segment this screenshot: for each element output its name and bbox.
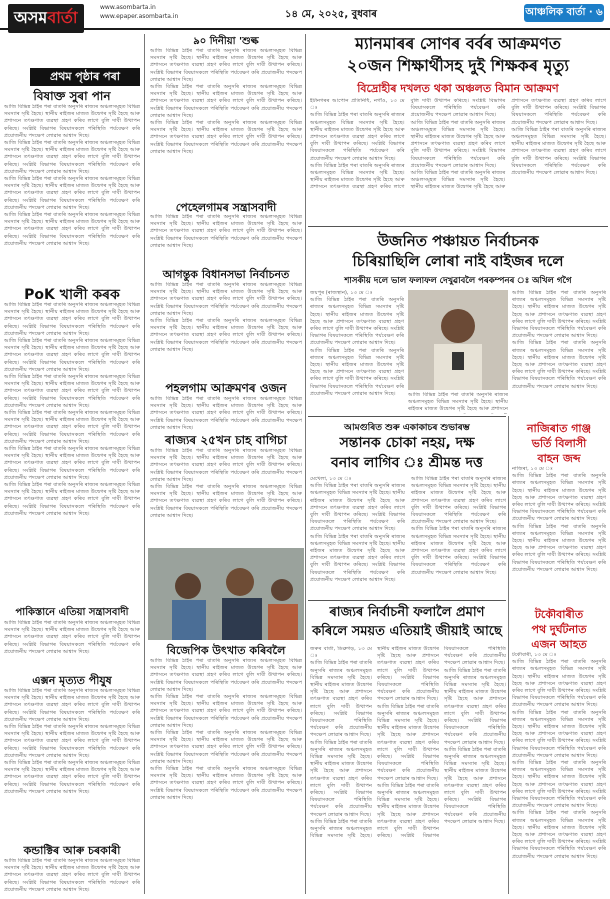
right-headline-1a: নাজিৰাত গাঞ্জ: [526, 422, 591, 435]
story2-subhead: শাসকীয় দলে ভাল ফলাফল দেখুৱাবলৈ পৰকম্পনৰ ঃ অখিল গগৈ: [344, 276, 572, 286]
story-divider: [308, 226, 608, 227]
story4-headline-1: ৰাজ্যৰ নিৰ্বাচনী ফলালৈ প্ৰমাণ: [329, 605, 485, 620]
left-headline-3: পাকিস্তানে এতিয়া সন্ত্ৰাসবাদী: [15, 607, 129, 618]
mid-body-3: আজি বিভিন্ন ঠাইৰ পৰা বাতৰি অনুসৰি ৰাজ্যৰ অঞ্চলসমূহত বিভিন্ন সমস্যাৰ সৃষ্টি হৈছে। স্থানীয় ৰাইজৰ মাজত উদ্বেগৰ সৃষ্টি হৈছে আৰু প্ৰশাসনে তৎক্ষণাত ব্যৱস্থা গ্ৰহণ কৰিব লাগে বুলি দাবী উত্থাপন কৰিছে। সংশ্লিষ্ট বিভাগৰ বিষয়াসকলে পৰিস্থিতি পৰ্যবেক্ষণ কৰি প্ৰয়োজনীয় পদক্ষেপ লোৱাৰ আশ্বাস দিছে। আজি বিভিন্ন ঠাইৰ পৰা বাতৰি অনুসৰি ৰাজ্যৰ অঞ্চলসমূহত বিভিন্ন সমস্যাৰ সৃষ্টি হৈছে। স্থানীয় ৰাইজৰ মাজত উদ্বেগৰ সৃষ্টি হৈছে আৰু প্ৰশাসনে তৎক্ষণাত ব্যৱস্থা গ্ৰহণ কৰিব লাগে বুলি দাবী উত্থাপন কৰিছে। সংশ্লিষ্ট বিভাগৰ বিষয়াসকলে পৰিস্থিতি পৰ্যবেক্ষণ কৰি প্ৰয়োজনীয় পদক্ষেপ লোৱাৰ আশ্বাস দিছে।: [150, 282, 302, 353]
left-body-5: আজি বিভিন্ন ঠাইৰ পৰা বাতৰি অনুসৰি ৰাজ্যৰ অঞ্চলসমূহত বিভিন্ন সমস্যাৰ সৃষ্টি হৈছে। স্থানীয় ৰাইজৰ মাজত উদ্বেগৰ সৃষ্টি হৈছে আৰু প্ৰশাসনে তৎক্ষণাত ব্যৱস্থা গ্ৰহণ কৰিব লাগে বুলি দাবী উত্থাপন কৰিছে। সংশ্লিষ্ট বিভাগৰ বিষয়াসকলে পৰিস্থিতি পৰ্যবেক্ষণ কৰি প্ৰয়োজনীয় পদক্ষেপ লোৱাৰ আশ্বাস দিছে।: [4, 858, 140, 893]
column-divider: [508, 416, 509, 894]
news-photo-1: [148, 548, 304, 640]
left-headline-2: PoK খালী কৰক: [24, 287, 120, 303]
logo-part-a: অসম: [14, 8, 48, 27]
story3-body: মেখেলা, ১৩ মে ঃ আজি বিভিন্ন ঠাইৰ পৰা বাতৰি অনুসৰি ৰাজ্যৰ অঞ্চলসমূহত বিভিন্ন সমস্যাৰ সৃষ্টি হৈছে। স্থানীয় ৰাইজৰ মাজত উদ্বেগৰ সৃষ্টি হৈছে আৰু প্ৰশাসনে তৎক্ষণাত ব্যৱস্থা গ্ৰহণ কৰিব লাগে বুলি দাবী উত্থাপন কৰিছে। সংশ্লিষ্ট বিভাগৰ বিষয়াসকলে পৰিস্থিতি পৰ্যবেক্ষণ কৰি প্ৰয়োজনীয় পদক্ষেপ লোৱাৰ আশ্বাস দিছে। আজি বিভিন্ন ঠাইৰ পৰা বাতৰি অনুসৰি ৰাজ্যৰ অঞ্চলসমূহত বিভিন্ন সমস্যাৰ সৃষ্টি হৈছে। স্থানীয় ৰাইজৰ মাজত উদ্বেগৰ সৃষ্টি হৈছে আৰু প্ৰশাসনে তৎক্ষণাত ব্যৱস্থা গ্ৰহণ কৰিব লাগে বুলি দাবী উত্থাপন কৰিছে। সংশ্লিষ্ট বিভাগৰ বিষয়াসকলে পৰিস্থিতি পৰ্যবেক্ষণ কৰি প্ৰয়োজনীয় পদক্ষেপ লোৱাৰ আশ্বাস দিছে। আজি বিভিন্ন ঠাইৰ পৰা বাতৰি অনুসৰি ৰাজ্যৰ অঞ্চলসমূহত বিভিন্ন সমস্যাৰ সৃষ্টি হৈছে। স্থানীয় ৰাইজৰ মাজত উদ্বেগৰ সৃষ্টি হৈছে আৰু প্ৰশাসনে তৎক্ষণাত ব্যৱস্থা গ্ৰহণ কৰিব লাগে বুলি দাবী উত্থাপন কৰিছে। সংশ্লিষ্ট বিভাগৰ বিষয়াসকলে পৰিস্থিতি পৰ্যবেক্ষণ কৰি প্ৰয়োজনীয় পদক্ষেপ লোৱাৰ আশ্বাস দিছে। আজি বিভিন্ন ঠাইৰ পৰা বাতৰি অনুসৰি ৰাজ্যৰ অঞ্চলসমূহত বিভিন্ন সমস্যাৰ সৃষ্টি হৈছে। স্থানীয় ৰাইজৰ মাজত উদ্বেগৰ সৃষ্টি হৈছে আৰু প্ৰশাসনে তৎক্ষণাত ব্যৱস্থা গ্ৰহণ কৰিব লাগে বুলি দাবী উত্থাপন কৰিছে। সংশ্লিষ্ট বিভাগৰ বিষয়াসকলে পৰিস্থিতি পৰ্যবেক্ষণ কৰি প্ৰয়োজনীয় পদক্ষেপ লোৱাৰ আশ্বাস দিছে।: [310, 476, 506, 583]
top-story-subhead: বিদ্ৰোহীৰ দখলত থকা অঞ্চলত বিমান আক্ৰমণ: [357, 82, 559, 95]
top-story-body: ইটানগৰৰ আপোন প্ৰতিনিধি, নগাঁও, ১৩ মে ঃ আজি বিভিন্ন ঠাইৰ পৰা বাতৰি অনুসৰি ৰাজ্যৰ অঞ্চলসমূহত বিভিন্ন সমস্যাৰ সৃষ্টি হৈছে। স্থানীয় ৰাইজৰ মাজত উদ্বেগৰ সৃষ্টি হৈছে আৰু প্ৰশাসনে তৎক্ষণাত ব্যৱস্থা গ্ৰহণ কৰিব লাগে বুলি দাবী উত্থাপন কৰিছে। সংশ্লিষ্ট বিভাগৰ বিষয়াসকলে পৰিস্থিতি পৰ্যবেক্ষণ কৰি প্ৰয়োজনীয় পদক্ষেপ লোৱাৰ আশ্বাস দিছে। আজি বিভিন্ন ঠাইৰ পৰা বাতৰি অনুসৰি ৰাজ্যৰ অঞ্চলসমূহত বিভিন্ন সমস্যাৰ সৃষ্টি হৈছে। স্থানীয় ৰাইজৰ মাজত উদ্বেগৰ সৃষ্টি হৈছে আৰু প্ৰশাসনে তৎক্ষণাত ব্যৱস্থা গ্ৰহণ কৰিব লাগে বুলি দাবী উত্থাপন কৰিছে। সংশ্লিষ্ট বিভাগৰ বিষয়াসকলে পৰিস্থিতি পৰ্যবেক্ষণ কৰি প্ৰয়োজনীয় পদক্ষেপ লোৱাৰ আশ্বাস দিছে। আজি বিভিন্ন ঠাইৰ পৰা বাতৰি অনুসৰি ৰাজ্যৰ অঞ্চলসমূহত বিভিন্ন সমস্যাৰ সৃষ্টি হৈছে। স্থানীয় ৰাইজৰ মাজত উদ্বেগৰ সৃষ্টি হৈছে আৰু প্ৰশাসনে তৎক্ষণাত ব্যৱস্থা গ্ৰহণ কৰিব লাগে বুলি দাবী উত্থাপন কৰিছে। সংশ্লিষ্ট বিভাগৰ বিষয়াসকলে পৰিস্থিতি পৰ্যবেক্ষণ কৰি প্ৰয়োজনীয় পদক্ষেপ লোৱাৰ আশ্বাস দিছে। আজি বিভিন্ন ঠাইৰ পৰা বাতৰি অনুসৰি ৰাজ্যৰ অঞ্চলসমূহত বিভিন্ন সমস্যাৰ সৃষ্টি হৈছে। স্থানীয় ৰাইজৰ মাজত উদ্বেগৰ সৃষ্টি হৈছে আৰু প্ৰশাসনে তৎক্ষণাত ব্যৱস্থা গ্ৰহণ কৰিব লাগে বুলি দাবী উত্থাপন কৰিছে। সংশ্লিষ্ট বিভাগৰ বিষয়াসকলে পৰিস্থিতি পৰ্যবেক্ষণ কৰি প্ৰয়োজনীয় পদক্ষেপ লোৱাৰ আশ্বাস দিছে। আজি বিভিন্ন ঠাইৰ পৰা বাতৰি অনুসৰি ৰাজ্যৰ অঞ্চলসমূহত বিভিন্ন সমস্যাৰ সৃষ্টি হৈছে। স্থানীয় ৰাইজৰ মাজত উদ্বেগৰ সৃষ্টি হৈছে আৰু প্ৰশাসনে তৎক্ষণাত ব্যৱস্থা গ্ৰহণ কৰিব লাগে বুলি দাবী উত্থাপন কৰিছে। সংশ্লিষ্ট বিভাগৰ বিষয়াসকলে পৰিস্থিতি পৰ্যবেক্ষণ কৰি প্ৰয়োজনীয় পদক্ষেপ লোৱাৰ আশ্বাস দিছে।: [310, 98, 606, 191]
masthead: [0, 0, 610, 30]
right-headline-1b: ভৰ্তি বিলাসী: [531, 437, 587, 450]
column-divider: [305, 34, 306, 894]
column-divider: [144, 34, 145, 894]
story2-headline-1: উজনিত পঞ্চায়ত নিৰ্বাচনক: [377, 232, 539, 250]
story4-body: জৰুৰ বাৰ্তা, ডিব্ৰুগড়, ১৩ মে ঃ আজি বিভিন্ন ঠাইৰ পৰা বাতৰি অনুসৰি ৰাজ্যৰ অঞ্চলসমূহত বিভিন্ন সমস্যাৰ সৃষ্টি হৈছে। স্থানীয় ৰাইজৰ মাজত উদ্বেগৰ সৃষ্টি হৈছে আৰু প্ৰশাসনে তৎক্ষণাত ব্যৱস্থা গ্ৰহণ কৰিব লাগে বুলি দাবী উত্থাপন কৰিছে। সংশ্লিষ্ট বিভাগৰ বিষয়াসকলে পৰিস্থিতি পৰ্যবেক্ষণ কৰি প্ৰয়োজনীয় পদক্ষেপ লোৱাৰ আশ্বাস দিছে। আজি বিভিন্ন ঠাইৰ পৰা বাতৰি অনুসৰি ৰাজ্যৰ অঞ্চলসমূহত বিভিন্ন সমস্যাৰ সৃষ্টি হৈছে। স্থানীয় ৰাইজৰ মাজত উদ্বেগৰ সৃষ্টি হৈছে আৰু প্ৰশাসনে তৎক্ষণাত ব্যৱস্থা গ্ৰহণ কৰিব লাগে বুলি দাবী উত্থাপন কৰিছে। সংশ্লিষ্ট বিভাগৰ বিষয়াসকলে পৰিস্থিতি পৰ্যবেক্ষণ কৰি প্ৰয়োজনীয় পদক্ষেপ লোৱাৰ আশ্বাস দিছে। আজি বিভিন্ন ঠাইৰ পৰা বাতৰি অনুসৰি ৰাজ্যৰ অঞ্চলসমূহত বিভিন্ন সমস্যাৰ সৃষ্টি হৈছে। স্থানীয় ৰাইজৰ মাজত উদ্বেগৰ সৃষ্টি হৈছে আৰু প্ৰশাসনে তৎক্ষণাত ব্যৱস্থা গ্ৰহণ কৰিব লাগে বুলি দাবী উত্থাপন কৰিছে। সংশ্লিষ্ট বিভাগৰ বিষয়াসকলে পৰিস্থিতি পৰ্যবেক্ষণ কৰি প্ৰয়োজনীয় পদক্ষেপ লোৱাৰ আশ্বাস দিছে। আজি বিভিন্ন ঠাইৰ পৰা বাতৰি অনুসৰি ৰাজ্যৰ অঞ্চলসমূহত বিভিন্ন সমস্যাৰ সৃষ্টি হৈছে। স্থানীয় ৰাইজৰ মাজত উদ্বেগৰ সৃষ্টি হৈছে আৰু প্ৰশাসনে তৎক্ষণাত ব্যৱস্থা গ্ৰহণ কৰিব লাগে বুলি দাবী উত্থাপন কৰিছে। সংশ্লিষ্ট বিভাগৰ বিষয়াসকলে পৰিস্থিতি পৰ্যবেক্ষণ কৰি প্ৰয়োজনীয় পদক্ষেপ লোৱাৰ আশ্বাস দিছে। আজি বিভিন্ন ঠাইৰ পৰা বাতৰি অনুসৰি ৰাজ্যৰ অঞ্চলসমূহত বিভিন্ন সমস্যাৰ সৃষ্টি হৈছে। স্থানীয় ৰাইজৰ মাজত উদ্বেগৰ সৃষ্টি হৈছে আৰু প্ৰশাসনে তৎক্ষণাত ব্যৱস্থা গ্ৰহণ কৰিব লাগে বুলি দাবী উত্থাপন কৰিছে। সংশ্লিষ্ট বিভাগৰ বিষয়াসকলে পৰিস্থিতি পৰ্যবেক্ষণ কৰি প্ৰয়োজনীয় পদক্ষেপ লোৱাৰ আশ্বাস দিছে। আজি বিভিন্ন ঠাইৰ পৰা বাতৰি অনুসৰি ৰাজ্যৰ অঞ্চলসমূহত বিভিন্ন সমস্যাৰ সৃষ্টি হৈছে। স্থানীয় ৰাইজৰ মাজত উদ্বেগৰ সৃষ্টি হৈছে আৰু প্ৰশাসনে তৎক্ষণাত ব্যৱস্থা গ্ৰহণ কৰিব লাগে বুলি দাবী উত্থাপন কৰিছে। সংশ্লিষ্ট বিভাগৰ বিষয়াসকলে পৰিস্থিতি পৰ্যবেক্ষণ কৰি প্ৰয়োজনীয় পদক্ষেপ লোৱাৰ আশ্বাস দিছে। আজি বিভিন্ন ঠাইৰ পৰা বাতৰি অনুসৰি ৰাজ্যৰ অঞ্চলসমূহত বিভিন্ন সমস্যাৰ সৃষ্টি হৈছে। স্থানীয় ৰাইজৰ মাজত উদ্বেগৰ সৃষ্টি হৈছে আৰু প্ৰশাসনে তৎক্ষণাত ব্যৱস্থা গ্ৰহণ কৰিব লাগে বুলি দাবী উত্থাপন কৰিছে। সংশ্লিষ্ট বিভাগৰ বিষয়াসকলে পৰিস্থিতি পৰ্যবেক্ষণ কৰি প্ৰয়োজনীয় পদক্ষেপ লোৱাৰ আশ্বাস দিছে।: [310, 646, 506, 840]
story3-headline-2: বনাব লাগিব ঃ শ্ৰীমন্ত দত্ত: [331, 455, 483, 471]
left-headline-1: বিষাক্ত সুৰা পান: [33, 89, 111, 103]
logo-part-b: বার্তা: [47, 8, 78, 27]
mid-body-5: আজি বিভিন্ন ঠাইৰ পৰা বাতৰি অনুসৰি ৰাজ্যৰ অঞ্চলসমূহত বিভিন্ন সমস্যাৰ সৃষ্টি হৈছে। স্থানীয় ৰাইজৰ মাজত উদ্বেগৰ সৃষ্টি হৈছে আৰু প্ৰশাসনে তৎক্ষণাত ব্যৱস্থা গ্ৰহণ কৰিব লাগে বুলি দাবী উত্থাপন কৰিছে। সংশ্লিষ্ট বিভাগৰ বিষয়াসকলে পৰিস্থিতি পৰ্যবেক্ষণ কৰি প্ৰয়োজনীয় পদক্ষেপ লোৱাৰ আশ্বাস দিছে। আজি বিভিন্ন ঠাইৰ পৰা বাতৰি অনুসৰি ৰাজ্যৰ অঞ্চলসমূহত বিভিন্ন সমস্যাৰ সৃষ্টি হৈছে। স্থানীয় ৰাইজৰ মাজত উদ্বেগৰ সৃষ্টি হৈছে আৰু প্ৰশাসনে তৎক্ষণাত ব্যৱস্থা গ্ৰহণ কৰিব লাগে বুলি দাবী উত্থাপন কৰিছে। সংশ্লিষ্ট বিভাগৰ বিষয়াসকলে পৰিস্থিতি পৰ্যবেক্ষণ কৰি প্ৰয়োজনীয় পদক্ষেপ লোৱাৰ আশ্বাস দিছে।: [150, 448, 302, 519]
photo-caption: আজি বিভিন্ন ঠাইৰ পৰা বাতৰি অনুসৰি ৰাজ্যৰ অঞ্চলসমূহত বিভিন্ন সমস্যাৰ সৃষ্টি হৈছে। স্থানীয় ৰাইজৰ মাজত উদ্বেগৰ সৃষ্টি হৈছে আৰু প্ৰশাসনে: [408, 392, 508, 413]
top-story-headline-1: ম্যানমাৰৰ সোণৰ বৰ্বৰ আক্ৰমণত: [355, 34, 561, 53]
right-headline-2c: এজন আহত: [531, 638, 587, 651]
mid-headline-6: বিজেপিক উৎখাত কৰিবলৈ: [166, 644, 286, 657]
story-divider: [308, 416, 506, 417]
left-body-4: আজি বিভিন্ন ঠাইৰ পৰা বাতৰি অনুসৰি ৰাজ্যৰ অঞ্চলসমূহত বিভিন্ন সমস্যাৰ সৃষ্টি হৈছে। স্থানীয় ৰাইজৰ মাজত উদ্বেগৰ সৃষ্টি হৈছে আৰু প্ৰশাসনে তৎক্ষণাত ব্যৱস্থা গ্ৰহণ কৰিব লাগে বুলি দাবী উত্থাপন কৰিছে। সংশ্লিষ্ট বিভাগৰ বিষয়াসকলে পৰিস্থিতি পৰ্যবেক্ষণ কৰি প্ৰয়োজনীয় পদক্ষেপ লোৱাৰ আশ্বাস দিছে। আজি বিভিন্ন ঠাইৰ পৰা বাতৰি অনুসৰি ৰাজ্যৰ অঞ্চলসমূহত বিভিন্ন সমস্যাৰ সৃষ্টি হৈছে। স্থানীয় ৰাইজৰ মাজত উদ্বেগৰ সৃষ্টি হৈছে আৰু প্ৰশাসনে তৎক্ষণাত ব্যৱস্থা গ্ৰহণ কৰিব লাগে বুলি দাবী উত্থাপন কৰিছে। সংশ্লিষ্ট বিভাগৰ বিষয়াসকলে পৰিস্থিতি পৰ্যবেক্ষণ কৰি প্ৰয়োজনীয় পদক্ষেপ লোৱাৰ আশ্বাস দিছে। আজি বিভিন্ন ঠাইৰ পৰা বাতৰি অনুসৰি ৰাজ্যৰ অঞ্চলসমূহত বিভিন্ন সমস্যাৰ সৃষ্টি হৈছে। স্থানীয় ৰাইজৰ মাজত উদ্বেগৰ সৃষ্টি হৈছে আৰু প্ৰশাসনে তৎক্ষণাত ব্যৱস্থা গ্ৰহণ কৰিব লাগে বুলি দাবী উত্থাপন কৰিছে। সংশ্লিষ্ট বিভাগৰ বিষয়াসকলে পৰিস্থিতি পৰ্যবেক্ষণ কৰি প্ৰয়োজনীয় পদক্ষেপ লোৱাৰ আশ্বাস দিছে।: [4, 688, 140, 795]
mid-headline-2: পেহেলগামৰ সন্ত্ৰাসবাদী: [175, 201, 277, 214]
right-headline-2b: পথ দুৰ্ঘটনাত: [531, 623, 587, 636]
left-tag: প্ৰথম পৃষ্ঠাৰ পৰা: [30, 68, 140, 86]
story3-kicker: আমগুৰিত শুৰু একাকাচৰ শুভাৰম্ভ: [344, 423, 470, 433]
mid-body-4: আজি বিভিন্ন ঠাইৰ পৰা বাতৰি অনুসৰি ৰাজ্যৰ অঞ্চলসমূহত বিভিন্ন সমস্যাৰ সৃষ্টি হৈছে। স্থানীয় ৰাইজৰ মাজত উদ্বেগৰ সৃষ্টি হৈছে আৰু প্ৰশাসনে তৎক্ষণাত ব্যৱস্থা গ্ৰহণ কৰিব লাগে বুলি দাবী উত্থাপন কৰিছে। সংশ্লিষ্ট বিভাগৰ বিষয়াসকলে পৰিস্থিতি পৰ্যবেক্ষণ কৰি প্ৰয়োজনীয় পদক্ষেপ লোৱাৰ আশ্বাস দিছে।: [150, 396, 302, 431]
mid-body-1: আজি বিভিন্ন ঠাইৰ পৰা বাতৰি অনুসৰি ৰাজ্যৰ অঞ্চলসমূহত বিভিন্ন সমস্যাৰ সৃষ্টি হৈছে। স্থানীয় ৰাইজৰ মাজত উদ্বেগৰ সৃষ্টি হৈছে আৰু প্ৰশাসনে তৎক্ষণাত ব্যৱস্থা গ্ৰহণ কৰিব লাগে বুলি দাবী উত্থাপন কৰিছে। সংশ্লিষ্ট বিভাগৰ বিষয়াসকলে পৰিস্থিতি পৰ্যবেক্ষণ কৰি প্ৰয়োজনীয় পদক্ষেপ লোৱাৰ আশ্বাস দিছে। আজি বিভিন্ন ঠাইৰ পৰা বাতৰি অনুসৰি ৰাজ্যৰ অঞ্চলসমূহত বিভিন্ন সমস্যাৰ সৃষ্টি হৈছে। স্থানীয় ৰাইজৰ মাজত উদ্বেগৰ সৃষ্টি হৈছে আৰু প্ৰশাসনে তৎক্ষণাত ব্যৱস্থা গ্ৰহণ কৰিব লাগে বুলি দাবী উত্থাপন কৰিছে। সংশ্লিষ্ট বিভাগৰ বিষয়াসকলে পৰিস্থিতি পৰ্যবেক্ষণ কৰি প্ৰয়োজনীয় পদক্ষেপ লোৱাৰ আশ্বাস দিছে। আজি বিভিন্ন ঠাইৰ পৰা বাতৰি অনুসৰি ৰাজ্যৰ অঞ্চলসমূহত বিভিন্ন সমস্যাৰ সৃষ্টি হৈছে। স্থানীয় ৰাইজৰ মাজত উদ্বেগৰ সৃষ্টি হৈছে আৰু প্ৰশাসনে তৎক্ষণাত ব্যৱস্থা গ্ৰহণ কৰিব লাগে বুলি দাবী উত্থাপন কৰিছে। সংশ্লিষ্ট বিভাগৰ বিষয়াসকলে পৰিস্থিতি পৰ্যবেক্ষণ কৰি প্ৰয়োজনীয় পদক্ষেপ লোৱাৰ আশ্বাস দিছে।: [150, 48, 302, 155]
story3-headline-1: সন্তানক চোকা নহয়, দক্ষ: [339, 435, 475, 451]
story2-headline-2: চিৰিয়াছিলি লোৰা নাই বাইজৰ দলে: [352, 252, 564, 270]
story2-body-2: আজি বিভিন্ন ঠাইৰ পৰা বাতৰি অনুসৰি ৰাজ্যৰ অঞ্চলসমূহত বিভিন্ন সমস্যাৰ সৃষ্টি হৈছে। স্থানীয় ৰাইজৰ মাজত উদ্বেগৰ সৃষ্টি হৈছে আৰু প্ৰশাসনে তৎক্ষণাত ব্যৱস্থা গ্ৰহণ কৰিব লাগে বুলি দাবী উত্থাপন কৰিছে। সংশ্লিষ্ট বিভাগৰ বিষয়াসকলে পৰিস্থিতি পৰ্যবেক্ষণ কৰি প্ৰয়োজনীয় পদক্ষেপ লোৱাৰ আশ্বাস দিছে। আজি বিভিন্ন ঠাইৰ পৰা বাতৰি অনুসৰি ৰাজ্যৰ অঞ্চলসমূহত বিভিন্ন সমস্যাৰ সৃষ্টি হৈছে। স্থানীয় ৰাইজৰ মাজত উদ্বেগৰ সৃষ্টি হৈছে আৰু প্ৰশাসনে তৎক্ষণাত ব্যৱস্থা গ্ৰহণ কৰিব লাগে বুলি দাবী উত্থাপন কৰিছে। সংশ্লিষ্ট বিভাগৰ বিষয়াসকলে পৰিস্থিতি পৰ্যবেক্ষণ কৰি প্ৰয়োজনীয় পদক্ষেপ লোৱাৰ আশ্বাস দিছে।: [512, 290, 606, 390]
mid-headline-3: আগন্তুক বিধানসভা নিৰ্বাচনত: [162, 268, 290, 281]
right-body-2: টকৌবাৰী, ১৩ মে ঃ আজি বিভিন্ন ঠাইৰ পৰা বাতৰি অনুসৰি ৰাজ্যৰ অঞ্চলসমূহত বিভিন্ন সমস্যাৰ সৃষ্টি হৈছে। স্থানীয় ৰাইজৰ মাজত উদ্বেগৰ সৃষ্টি হৈছে আৰু প্ৰশাসনে তৎক্ষণাত ব্যৱস্থা গ্ৰহণ কৰিব লাগে বুলি দাবী উত্থাপন কৰিছে। সংশ্লিষ্ট বিভাগৰ বিষয়াসকলে পৰিস্থিতি পৰ্যবেক্ষণ কৰি প্ৰয়োজনীয় পদক্ষেপ লোৱাৰ আশ্বাস দিছে। আজি বিভিন্ন ঠাইৰ পৰা বাতৰি অনুসৰি ৰাজ্যৰ অঞ্চলসমূহত বিভিন্ন সমস্যাৰ সৃষ্টি হৈছে। স্থানীয় ৰাইজৰ মাজত উদ্বেগৰ সৃষ্টি হৈছে আৰু প্ৰশাসনে তৎক্ষণাত ব্যৱস্থা গ্ৰহণ কৰিব লাগে বুলি দাবী উত্থাপন কৰিছে। সংশ্লিষ্ট বিভাগৰ বিষয়াসকলে পৰিস্থিতি পৰ্যবেক্ষণ কৰি প্ৰয়োজনীয় পদক্ষেপ লোৱাৰ আশ্বাস দিছে। আজি বিভিন্ন ঠাইৰ পৰা বাতৰি অনুসৰি ৰাজ্যৰ অঞ্চলসমূহত বিভিন্ন সমস্যাৰ সৃষ্টি হৈছে। স্থানীয় ৰাইজৰ মাজত উদ্বেগৰ সৃষ্টি হৈছে আৰু প্ৰশাসনে তৎক্ষণাত ব্যৱস্থা গ্ৰহণ কৰিব লাগে বুলি দাবী উত্থাপন কৰিছে। সংশ্লিষ্ট বিভাগৰ বিষয়াসকলে পৰিস্থিতি পৰ্যবেক্ষণ কৰি প্ৰয়োজনীয় পদক্ষেপ লোৱাৰ আশ্বাস দিছে। আজি বিভিন্ন ঠাইৰ পৰা বাতৰি অনুসৰি ৰাজ্যৰ অঞ্চলসমূহত বিভিন্ন সমস্যাৰ সৃষ্টি হৈছে। স্থানীয় ৰাইজৰ মাজত উদ্বেগৰ সৃষ্টি হৈছে আৰু প্ৰশাসনে তৎক্ষণাত ব্যৱস্থা গ্ৰহণ কৰিব লাগে বুলি দাবী উত্থাপন কৰিছে। সংশ্লিষ্ট বিভাগৰ বিষয়াসকলে পৰিস্থিতি পৰ্যবেক্ষণ কৰি প্ৰয়োজনীয় পদক্ষেপ লোৱাৰ আশ্বাস দিছে।: [512, 652, 606, 860]
left-body-1: আজি বিভিন্ন ঠাইৰ পৰা বাতৰি অনুসৰি ৰাজ্যৰ অঞ্চলসমূহত বিভিন্ন সমস্যাৰ সৃষ্টি হৈছে। স্থানীয় ৰাইজৰ মাজত উদ্বেগৰ সৃষ্টি হৈছে আৰু প্ৰশাসনে তৎক্ষণাত ব্যৱস্থা গ্ৰহণ কৰিব লাগে বুলি দাবী উত্থাপন কৰিছে। সংশ্লিষ্ট বিভাগৰ বিষয়াসকলে পৰিস্থিতি পৰ্যবেক্ষণ কৰি প্ৰয়োজনীয় পদক্ষেপ লোৱাৰ আশ্বাস দিছে। আজি বিভিন্ন ঠাইৰ পৰা বাতৰি অনুসৰি ৰাজ্যৰ অঞ্চলসমূহত বিভিন্ন সমস্যাৰ সৃষ্টি হৈছে। স্থানীয় ৰাইজৰ মাজত উদ্বেগৰ সৃষ্টি হৈছে আৰু প্ৰশাসনে তৎক্ষণাত ব্যৱস্থা গ্ৰহণ কৰিব লাগে বুলি দাবী উত্থাপন কৰিছে। সংশ্লিষ্ট বিভাগৰ বিষয়াসকলে পৰিস্থিতি পৰ্যবেক্ষণ কৰি প্ৰয়োজনীয় পদক্ষেপ লোৱাৰ আশ্বাস দিছে। আজি বিভিন্ন ঠাইৰ পৰা বাতৰি অনুসৰি ৰাজ্যৰ অঞ্চলসমূহত বিভিন্ন সমস্যাৰ সৃষ্টি হৈছে। স্থানীয় ৰাইজৰ মাজত উদ্বেগৰ সৃষ্টি হৈছে আৰু প্ৰশাসনে তৎক্ষণাত ব্যৱস্থা গ্ৰহণ কৰিব লাগে বুলি দাবী উত্থাপন কৰিছে। সংশ্লিষ্ট বিভাগৰ বিষয়াসকলে পৰিস্থিতি পৰ্যবেক্ষণ কৰি প্ৰয়োজনীয় পদক্ষেপ লোৱাৰ আশ্বাস দিছে। আজি বিভিন্ন ঠাইৰ পৰা বাতৰি অনুসৰি ৰাজ্যৰ অঞ্চলসমূহত বিভিন্ন সমস্যাৰ সৃষ্টি হৈছে। স্থানীয় ৰাইজৰ মাজত উদ্বেগৰ সৃষ্টি হৈছে আৰু প্ৰশাসনে তৎক্ষণাত ব্যৱস্থা গ্ৰহণ কৰিব লাগে বুলি দাবী উত্থাপন কৰিছে। সংশ্লিষ্ট বিভাগৰ বিষয়াসকলে পৰিস্থিতি পৰ্যবেক্ষণ কৰি প্ৰয়োজনীয় পদক্ষেপ লোৱাৰ আশ্বাস দিছে।: [4, 104, 140, 247]
story2-body-1: জয়পুৰ (ৰাজস্থান), ১৩ মে ঃ আজি বিভিন্ন ঠাইৰ পৰা বাতৰি অনুসৰি ৰাজ্যৰ অঞ্চলসমূহত বিভিন্ন সমস্যাৰ সৃষ্টি হৈছে। স্থানীয় ৰাইজৰ মাজত উদ্বেগৰ সৃষ্টি হৈছে আৰু প্ৰশাসনে তৎক্ষণাত ব্যৱস্থা গ্ৰহণ কৰিব লাগে বুলি দাবী উত্থাপন কৰিছে। সংশ্লিষ্ট বিভাগৰ বিষয়াসকলে পৰিস্থিতি পৰ্যবেক্ষণ কৰি প্ৰয়োজনীয় পদক্ষেপ লোৱাৰ আশ্বাস দিছে। আজি বিভিন্ন ঠাইৰ পৰা বাতৰি অনুসৰি ৰাজ্যৰ অঞ্চলসমূহত বিভিন্ন সমস্যাৰ সৃষ্টি হৈছে। স্থানীয় ৰাইজৰ মাজত উদ্বেগৰ সৃষ্টি হৈছে আৰু প্ৰশাসনে তৎক্ষণাত ব্যৱস্থা গ্ৰহণ কৰিব লাগে বুলি দাবী উত্থাপন কৰিছে। সংশ্লিষ্ট বিভাগৰ বিষয়াসকলে পৰিস্থিতি পৰ্যবেক্ষণ কৰি প্ৰয়োজনীয় পদক্ষেপ লোৱাৰ আশ্বাস দিছে।: [310, 290, 404, 397]
newspaper-logo: [8, 4, 84, 33]
issue-date: ১৪ মে, ২০২৫, বুধবাৰ: [285, 9, 377, 20]
mid-headline-1: ৯০ দিনীয়া 'শুল্ক: [193, 36, 259, 47]
left-body-3: আজি বিভিন্ন ঠাইৰ পৰা বাতৰি অনুসৰি ৰাজ্যৰ অঞ্চলসমূহত বিভিন্ন সমস্যাৰ সৃষ্টি হৈছে। স্থানীয় ৰাইজৰ মাজত উদ্বেগৰ সৃষ্টি হৈছে আৰু প্ৰশাসনে তৎক্ষণাত ব্যৱস্থা গ্ৰহণ কৰিব লাগে বুলি দাবী উত্থাপন কৰিছে। সংশ্লিষ্ট বিভাগৰ বিষয়াসকলে পৰিস্থিতি পৰ্যবেক্ষণ কৰি প্ৰয়োজনীয় পদক্ষেপ লোৱাৰ আশ্বাস দিছে।: [4, 620, 140, 655]
epaper-link[interactable]: www.epaper.asombarta.in: [100, 13, 179, 20]
speaker-photo-icon: [408, 290, 508, 390]
news-photo-2: [408, 290, 508, 390]
left-headline-4: এক্সন মৃত্যত পীযুষ: [32, 674, 112, 687]
mid-headline-5: ৰাজ্যৰ ২৫খন চাহ বাগিচা: [164, 433, 288, 447]
section-label: আঞ্চলিক বাৰ্তা · ৬: [524, 4, 604, 22]
page-number: ৬: [596, 7, 603, 18]
right-headline-1c: বাহন জব্দ: [537, 452, 581, 465]
mid-body-2: আজি বিভিন্ন ঠাইৰ পৰা বাতৰি অনুসৰি ৰাজ্যৰ অঞ্চলসমূহত বিভিন্ন সমস্যাৰ সৃষ্টি হৈছে। স্থানীয় ৰাইজৰ মাজত উদ্বেগৰ সৃষ্টি হৈছে আৰু প্ৰশাসনে তৎক্ষণাত ব্যৱস্থা গ্ৰহণ কৰিব লাগে বুলি দাবী উত্থাপন কৰিছে। সংশ্লিষ্ট বিভাগৰ বিষয়াসকলে পৰিস্থিতি পৰ্যবেক্ষণ কৰি প্ৰয়োজনীয় পদক্ষেপ লোৱাৰ আশ্বাস দিছে।: [150, 214, 302, 249]
left-headline-5: কন্ডাক্টিৰ আৰু চৰকাৰী: [23, 844, 121, 857]
website-link[interactable]: www.asombarta.in: [100, 4, 156, 11]
crowd-photo-icon: [148, 548, 304, 640]
mid-headline-4: পহলগাম আক্ৰমণৰ ওজন: [165, 381, 287, 395]
mid-body-6: আজি বিভিন্ন ঠাইৰ পৰা বাতৰি অনুসৰি ৰাজ্যৰ অঞ্চলসমূহত বিভিন্ন সমস্যাৰ সৃষ্টি হৈছে। স্থানীয় ৰাইজৰ মাজত উদ্বেগৰ সৃষ্টি হৈছে আৰু প্ৰশাসনে তৎক্ষণাত ব্যৱস্থা গ্ৰহণ কৰিব লাগে বুলি দাবী উত্থাপন কৰিছে। সংশ্লিষ্ট বিভাগৰ বিষয়াসকলে পৰিস্থিতি পৰ্যবেক্ষণ কৰি প্ৰয়োজনীয় পদক্ষেপ লোৱাৰ আশ্বাস দিছে। আজি বিভিন্ন ঠাইৰ পৰা বাতৰি অনুসৰি ৰাজ্যৰ অঞ্চলসমূহত বিভিন্ন সমস্যাৰ সৃষ্টি হৈছে। স্থানীয় ৰাইজৰ মাজত উদ্বেগৰ সৃষ্টি হৈছে আৰু প্ৰশাসনে তৎক্ষণাত ব্যৱস্থা গ্ৰহণ কৰিব লাগে বুলি দাবী উত্থাপন কৰিছে। সংশ্লিষ্ট বিভাগৰ বিষয়াসকলে পৰিস্থিতি পৰ্যবেক্ষণ কৰি প্ৰয়োজনীয় পদক্ষেপ লোৱাৰ আশ্বাস দিছে। আজি বিভিন্ন ঠাইৰ পৰা বাতৰি অনুসৰি ৰাজ্যৰ অঞ্চলসমূহত বিভিন্ন সমস্যাৰ সৃষ্টি হৈছে। স্থানীয় ৰাইজৰ মাজত উদ্বেগৰ সৃষ্টি হৈছে আৰু প্ৰশাসনে তৎক্ষণাত ব্যৱস্থা গ্ৰহণ কৰিব লাগে বুলি দাবী উত্থাপন কৰিছে। সংশ্লিষ্ট বিভাগৰ বিষয়াসকলে পৰিস্থিতি পৰ্যবেক্ষণ কৰি প্ৰয়োজনীয় পদক্ষেপ লোৱাৰ আশ্বাস দিছে। আজি বিভিন্ন ঠাইৰ পৰা বাতৰি অনুসৰি ৰাজ্যৰ অঞ্চলসমূহত বিভিন্ন সমস্যাৰ সৃষ্টি হৈছে। স্থানীয় ৰাইজৰ মাজত উদ্বেগৰ সৃষ্টি হৈছে আৰু প্ৰশাসনে তৎক্ষণাত ব্যৱস্থা গ্ৰহণ কৰিব লাগে বুলি দাবী উত্থাপন কৰিছে। সংশ্লিষ্ট বিভাগৰ বিষয়াসকলে পৰিস্থিতি পৰ্যবেক্ষণ কৰি প্ৰয়োজনীয় পদক্ষেপ লোৱাৰ আশ্বাস দিছে।: [150, 658, 302, 801]
right-headline-2a: টকৌবাৰীত: [534, 608, 584, 621]
story-divider: [308, 600, 506, 601]
left-body-2: আজি বিভিন্ন ঠাইৰ পৰা বাতৰি অনুসৰি ৰাজ্যৰ অঞ্চলসমূহত বিভিন্ন সমস্যাৰ সৃষ্টি হৈছে। স্থানীয় ৰাইজৰ মাজত উদ্বেগৰ সৃষ্টি হৈছে আৰু প্ৰশাসনে তৎক্ষণাত ব্যৱস্থা গ্ৰহণ কৰিব লাগে বুলি দাবী উত্থাপন কৰিছে। সংশ্লিষ্ট বিভাগৰ বিষয়াসকলে পৰিস্থিতি পৰ্যবেক্ষণ কৰি প্ৰয়োজনীয় পদক্ষেপ লোৱাৰ আশ্বাস দিছে। আজি বিভিন্ন ঠাইৰ পৰা বাতৰি অনুসৰি ৰাজ্যৰ অঞ্চলসমূহত বিভিন্ন সমস্যাৰ সৃষ্টি হৈছে। স্থানীয় ৰাইজৰ মাজত উদ্বেগৰ সৃষ্টি হৈছে আৰু প্ৰশাসনে তৎক্ষণাত ব্যৱস্থা গ্ৰহণ কৰিব লাগে বুলি দাবী উত্থাপন কৰিছে। সংশ্লিষ্ট বিভাগৰ বিষয়াসকলে পৰিস্থিতি পৰ্যবেক্ষণ কৰি প্ৰয়োজনীয় পদক্ষেপ লোৱাৰ আশ্বাস দিছে। আজি বিভিন্ন ঠাইৰ পৰা বাতৰি অনুসৰি ৰাজ্যৰ অঞ্চলসমূহত বিভিন্ন সমস্যাৰ সৃষ্টি হৈছে। স্থানীয় ৰাইজৰ মাজত উদ্বেগৰ সৃষ্টি হৈছে আৰু প্ৰশাসনে তৎক্ষণাত ব্যৱস্থা গ্ৰহণ কৰিব লাগে বুলি দাবী উত্থাপন কৰিছে। সংশ্লিষ্ট বিভাগৰ বিষয়াসকলে পৰিস্থিতি পৰ্যবেক্ষণ কৰি প্ৰয়োজনীয় পদক্ষেপ লোৱাৰ আশ্বাস দিছে। আজি বিভিন্ন ঠাইৰ পৰা বাতৰি অনুসৰি ৰাজ্যৰ অঞ্চলসমূহত বিভিন্ন সমস্যাৰ সৃষ্টি হৈছে। স্থানীয় ৰাইজৰ মাজত উদ্বেগৰ সৃষ্টি হৈছে আৰু প্ৰশাসনে তৎক্ষণাত ব্যৱস্থা গ্ৰহণ কৰিব লাগে বুলি দাবী উত্থাপন কৰিছে। সংশ্লিষ্ট বিভাগৰ বিষয়াসকলে পৰিস্থিতি পৰ্যবেক্ষণ কৰি প্ৰয়োজনীয় পদক্ষেপ লোৱাৰ আশ্বাস দিছে। আজি বিভিন্ন ঠাইৰ পৰা বাতৰি অনুসৰি ৰাজ্যৰ অঞ্চলসমূহত বিভিন্ন সমস্যাৰ সৃষ্টি হৈছে। স্থানীয় ৰাইজৰ মাজত উদ্বেগৰ সৃষ্টি হৈছে আৰু প্ৰশাসনে তৎক্ষণাত ব্যৱস্থা গ্ৰহণ কৰিব লাগে বুলি দাবী উত্থাপন কৰিছে। সংশ্লিষ্ট বিভাগৰ বিষয়াসকলে পৰিস্থিতি পৰ্যবেক্ষণ কৰি প্ৰয়োজনীয় পদক্ষেপ লোৱাৰ আশ্বাস দিছে। আজি বিভিন্ন ঠাইৰ পৰা বাতৰি অনুসৰি ৰাজ্যৰ অঞ্চলসমূহত বিভিন্ন সমস্যাৰ সৃষ্টি হৈছে। স্থানীয় ৰাইজৰ মাজত উদ্বেগৰ সৃষ্টি হৈছে আৰু প্ৰশাসনে তৎক্ষণাত ব্যৱস্থা গ্ৰহণ কৰিব লাগে বুলি দাবী উত্থাপন কৰিছে। সংশ্লিষ্ট বিভাগৰ বিষয়াসকলে পৰিস্থিতি পৰ্যবেক্ষণ কৰি প্ৰয়োজনীয় পদক্ষেপ লোৱাৰ আশ্বাস দিছে।: [4, 302, 140, 517]
web-links: [100, 3, 178, 21]
top-story-headline-2: ২০জন শিক্ষাৰ্থীসহ দুই শিক্ষকৰ মৃত্যু: [347, 56, 569, 75]
right-body-1: নাজিৰা, ১৩ মে ঃ আজি বিভিন্ন ঠাইৰ পৰা বাতৰি অনুসৰি ৰাজ্যৰ অঞ্চলসমূহত বিভিন্ন সমস্যাৰ সৃষ্টি হৈছে। স্থানীয় ৰাইজৰ মাজত উদ্বেগৰ সৃষ্টি হৈছে আৰু প্ৰশাসনে তৎক্ষণাত ব্যৱস্থা গ্ৰহণ কৰিব লাগে বুলি দাবী উত্থাপন কৰিছে। সংশ্লিষ্ট বিভাগৰ বিষয়াসকলে পৰিস্থিতি পৰ্যবেক্ষণ কৰি প্ৰয়োজনীয় পদক্ষেপ লোৱাৰ আশ্বাস দিছে। আজি বিভিন্ন ঠাইৰ পৰা বাতৰি অনুসৰি ৰাজ্যৰ অঞ্চলসমূহত বিভিন্ন সমস্যাৰ সৃষ্টি হৈছে। স্থানীয় ৰাইজৰ মাজত উদ্বেগৰ সৃষ্টি হৈছে আৰু প্ৰশাসনে তৎক্ষণাত ব্যৱস্থা গ্ৰহণ কৰিব লাগে বুলি দাবী উত্থাপন কৰিছে। সংশ্লিষ্ট বিভাগৰ বিষয়াসকলে পৰিস্থিতি পৰ্যবেক্ষণ কৰি প্ৰয়োজনীয় পদক্ষেপ লোৱাৰ আশ্বাস দিছে।: [512, 466, 606, 573]
story4-headline-2: কৰিলে সময়ত এতিয়াই জীয়াই আছে: [312, 624, 502, 639]
section-name: আঞ্চলিক বাৰ্তা: [525, 7, 586, 18]
